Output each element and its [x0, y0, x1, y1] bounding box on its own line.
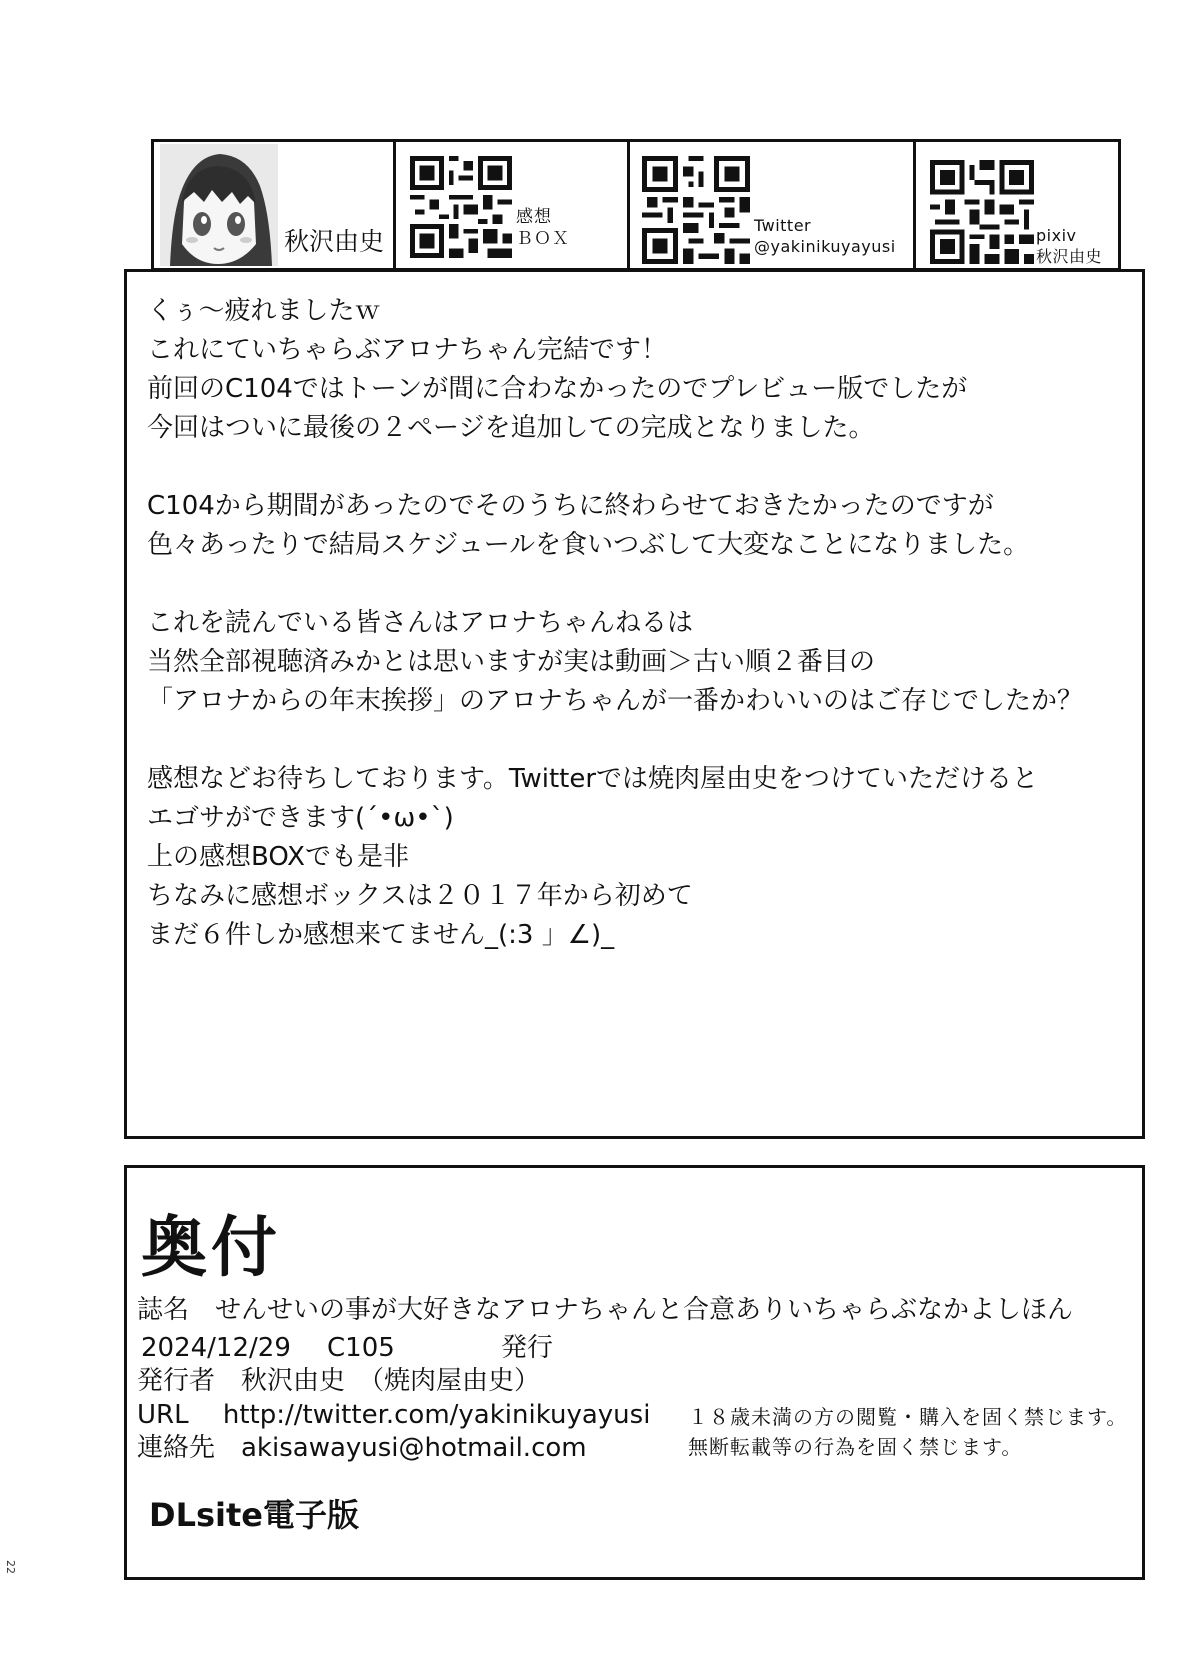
message-line: 当然全部視聴済みかとは思いますが実は動画＞古い順２番目の [147, 647, 876, 677]
message-line: 「アロナからの年末挨拶」のアロナちゃんが一番かわいいのはご存じでしたか？ [147, 686, 1084, 716]
message-paragraph [147, 604, 1137, 721]
page-number-text: 22 [4, 1560, 17, 1574]
colophon-url: URL http://twitter.com/yakinikuyayusi [137, 1400, 651, 1430]
colophon-notice: １８歳未満の方の閲覧・購入を固く禁じます。 [688, 1405, 1128, 1429]
colophon-publisher: 発行者 秋沢由史 （焼肉屋由史） [137, 1366, 541, 1396]
message-line: 前回のC104ではトーンが間に合わなかったのでプレビュー版でしたが [147, 374, 968, 404]
qr-label: pixiv 秋沢由史 [1036, 226, 1103, 266]
author-portrait-icon [160, 144, 278, 266]
message-line: 感想などお待ちしております。Twitterでは焼肉屋由史をつけていただけると [147, 764, 1039, 794]
colophon-title: 奥付 [141, 1209, 281, 1286]
qr-cell-pixiv [916, 142, 1118, 268]
qr-code-icon [930, 160, 1034, 264]
colophon-event: C105 [327, 1333, 395, 1363]
colophon-box [124, 1165, 1145, 1580]
qr-label: Twitter @yakinikuyayusi [754, 216, 896, 256]
qr-cell-twitter [630, 142, 913, 268]
message-line: 色々あったりで結局スケジュールを食いつぶして大変なことになりました。 [147, 530, 1030, 560]
qr-code-icon [410, 156, 512, 258]
qr-label: 感想 ＢＯＸ [516, 207, 570, 250]
message-body [147, 292, 1137, 994]
page-number [3, 1560, 17, 1578]
colophon-issue-label: 発行 [501, 1333, 554, 1363]
colophon-title-line: 誌名 せんせいの事が大好きなアロナちゃんと合意ありいちゃらぶなかよしほん [137, 1295, 1074, 1325]
colophon-edition: DLsite電子版 [149, 1496, 359, 1534]
message-paragraph [147, 760, 1137, 955]
message-line: C104から期間があったのでそのうちに終わらせておきたかったのですが [147, 491, 994, 521]
message-line: くぅ〜疲れましたｗ [147, 296, 381, 326]
message-line: これを読んでいる皆さんはアロナちゃんねるは [147, 608, 694, 638]
message-paragraph [147, 487, 1137, 565]
message-line: ちなみに感想ボックスは２０１７年から初めて [147, 881, 693, 911]
message-paragraph [147, 292, 1137, 448]
message-box [124, 269, 1145, 1139]
colophon-notice: 無断転載等の行為を固く禁じます。 [688, 1435, 1023, 1459]
message-line: 上の感想BOXでも是非 [147, 842, 409, 872]
colophon-contact: 連絡先 akisawayusi@hotmail.com [137, 1433, 587, 1463]
colophon-date: 2024/12/29 [141, 1333, 291, 1363]
message-line: エゴサができます(´•ω•`) [147, 803, 454, 833]
author-cell [154, 142, 393, 268]
qr-cell-feedback-box [396, 142, 627, 268]
message-line: 今回はついに最後の２ページを追加しての完成となりました。 [147, 413, 875, 443]
message-line: まだ６件しか感想来てません_(:3 」∠)_ [147, 920, 615, 950]
message-line: これにていちゃらぶアロナちゃん完結です！ [147, 335, 668, 365]
qr-code-icon [642, 156, 750, 264]
author-name: 秋沢由史 [283, 227, 384, 256]
